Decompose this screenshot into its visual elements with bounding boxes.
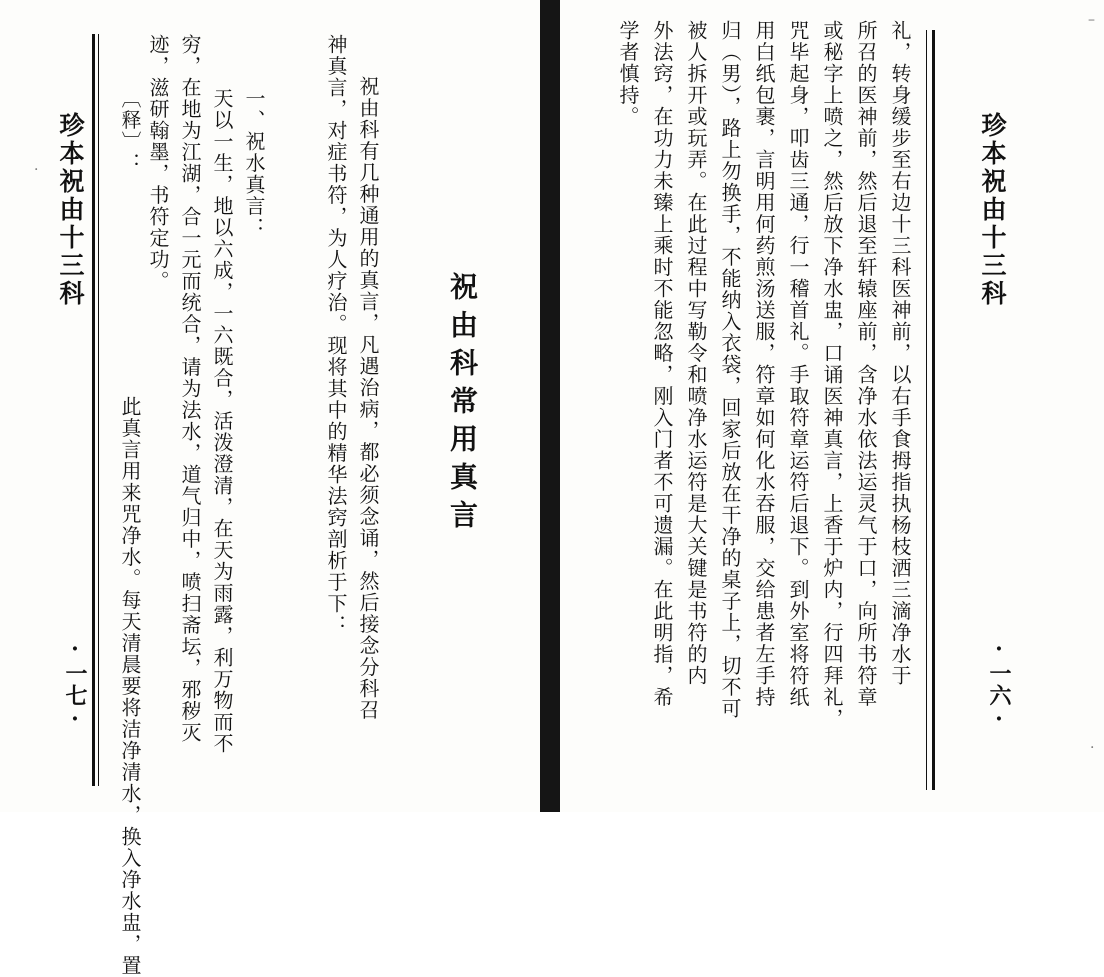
text-column-3: 或秘字上喷之，然后放下净水盅，口诵医神真言，上香于炉内，行四拜礼， (820, 20, 844, 730)
section-heading: 一、祝水真言： (242, 88, 266, 239)
intro-line-1: 祝由科有几种通用的真言，凡遇治病，都必须念诵，然后接念分科召 (356, 76, 380, 721)
text-column-8: 外法窍，在功力未臻上乘时不能忽略，刚入门者不可遗漏。在此明指，希 (650, 20, 674, 708)
intro-line-2: 神真言，对症书符，为人疗治。现将其中的精华法窍剖析于下： (324, 34, 348, 636)
text-column-1: 礼，转身缓步至右边十三科医神前，以右手食拇指执杨枝洒三滴净水于 (888, 20, 912, 687)
text-column-6: 归（男），路上勿换手，不能纳入衣袋，回家后放在干净的桌子上，切不可 (718, 20, 742, 720)
running-head-rule (92, 34, 95, 786)
running-head-rule-inner (926, 30, 927, 790)
page-title: 祝由科常用真言 (446, 272, 479, 538)
scan-speck: · (34, 162, 39, 178)
note-label: 〔释〕： (118, 88, 142, 174)
body-line-3: 迹，滋研翰墨，书符定功。 (146, 34, 170, 292)
scan-speck: – (1088, 12, 1095, 28)
running-head-rule-inner (98, 34, 99, 786)
page-number: ·一六· (986, 636, 1012, 732)
text-column-2: 所召的医神前，然后退至轩辕座前，含净水依法运灵气于口，向所书符章 (854, 20, 878, 708)
body-line-2: 穷，在地为江湖，合一元而统合，请为法水，道气归中，喷扫斋坛，邪秽灭 (178, 34, 202, 744)
book-spine (540, 0, 560, 812)
running-head: 珍本祝由十三科 (978, 112, 1007, 308)
scan-speck: · (1090, 740, 1095, 756)
text-column-7: 被人拆开或玩弄。在此过程中写勒令和喷净水运符是大关键是书符的内 (684, 20, 708, 687)
body-line-1: 天以一生，地以六成，一六既合，活泼澄清，在天为雨露，利万物而不 (210, 88, 234, 755)
right-page (560, 0, 1104, 812)
text-column-9: 学者慎持。 (616, 20, 640, 128)
running-head: 珍本祝由十三科 (56, 112, 85, 308)
running-head-rule (932, 30, 935, 790)
note-text: 此真言用来咒净水。每天清晨要将洁净清水，换入净水盅，置 (118, 396, 142, 977)
text-column-4: 咒毕起身，叩齿三通，行一稽首礼。手取符章运符后退下。到外室将符纸 (786, 20, 810, 708)
page-number: ·一七· (62, 636, 88, 732)
left-page (0, 0, 540, 977)
text-column-5: 用白纸包裹，言明用何药煎汤送服，符章如何化水吞服，交给患者左手持 (752, 20, 776, 708)
